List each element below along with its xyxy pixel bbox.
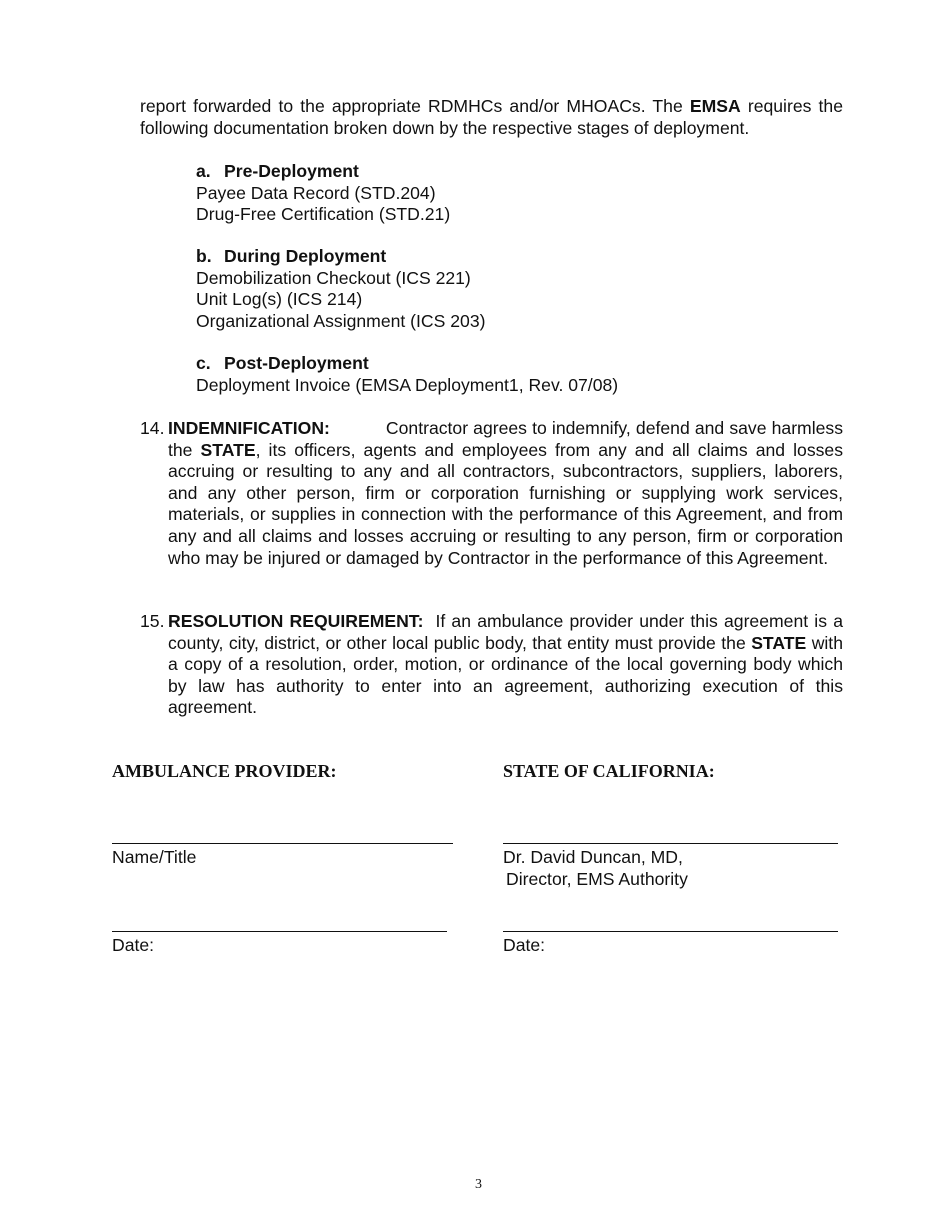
state-date-line	[503, 931, 838, 932]
stage-heading	[196, 161, 756, 183]
stage-item: Deployment Invoice (EMSA Deployment1, Rev. 07/08)	[196, 374, 619, 395]
section-heading: INDEMNIFICATION:	[168, 418, 330, 438]
stage-heading	[196, 353, 756, 375]
provider-name-title-label: Name/Title	[112, 847, 197, 867]
state-date-label: Date:	[503, 935, 546, 955]
stage-title: Pre-Deployment	[224, 161, 359, 181]
section-resolution-requirement	[140, 611, 843, 719]
section-body	[168, 418, 843, 569]
section-text: Contractor agrees to indemnify, defend and save harmless the	[168, 418, 843, 460]
intro-text-post: requires the following documentation broken down by the respective stages of deployment.	[140, 96, 843, 138]
provider-signature-line	[112, 843, 453, 844]
stage-heading	[196, 246, 756, 268]
section-text: If an ambulance provider under this agreement is a county, city, district, or other local public body, that entity must provide the	[168, 611, 844, 653]
section-number: 15.	[140, 611, 165, 631]
signatory-title: Director, EMS Authority	[506, 869, 688, 889]
section-heading: RESOLUTION REQUIREMENT:	[168, 611, 424, 631]
stage-title: During Deployment	[224, 246, 387, 266]
ambulance-provider-heading: AMBULANCE PROVIDER:	[112, 761, 337, 781]
state-signature-line	[503, 843, 838, 844]
section-text: with a copy of a resolution, order, motion, or ordinance of the local governing body which by law has authority to enter into an agreement, authorizing execution of this agreement.	[168, 632, 843, 718]
stage-letter: a.	[196, 161, 211, 181]
stage-item: Unit Log(s) (ICS 214)	[196, 289, 363, 310]
stage-post-deployment	[196, 353, 756, 396]
intro-paragraph	[140, 96, 843, 139]
stage-title: Post-Deployment	[224, 353, 369, 373]
signatory-name: Dr. David Duncan, MD,	[503, 847, 683, 867]
stage-item: Demobilization Checkout (ICS 221)	[196, 267, 471, 288]
section-text: , its officers, agents and employees from any and all claims and losses accruing or resulting to any and all contractors, subcontractors, suppliers, laborers, and any other person, firm or corporation furnishing or supplying work services, materials, or supplies in connection with the performance of this Agreement, and from any and all claims and losses accruing or resulting to any person, firm or corporation who may be injured or damaged by Contractor in the performance of this Agreement.	[168, 439, 843, 568]
intro-emsa: EMSA	[689, 96, 741, 116]
stage-item: Payee Data Record (STD.204)	[196, 182, 436, 203]
stage-item: Organizational Assignment (ICS 203)	[196, 310, 486, 331]
section-indemnification	[140, 418, 843, 569]
section-state: STATE	[200, 439, 256, 460]
provider-date-line	[112, 931, 447, 932]
stage-letter: c.	[196, 353, 211, 373]
section-body	[168, 611, 843, 719]
stage-item: Drug-Free Certification (STD.21)	[196, 204, 451, 225]
provider-date-label: Date:	[112, 935, 155, 955]
state-of-california-heading: STATE OF CALIFORNIA:	[503, 761, 715, 781]
section-state: STATE	[751, 632, 807, 653]
section-number: 14.	[140, 418, 165, 438]
page-number: 3	[475, 1177, 482, 1192]
stage-during-deployment	[196, 246, 756, 332]
stage-pre-deployment	[196, 161, 756, 226]
intro-text-pre: report forwarded to the appropriate RDMHCs and/or MHOACs. The	[140, 96, 690, 116]
stage-letter: b.	[196, 246, 212, 266]
